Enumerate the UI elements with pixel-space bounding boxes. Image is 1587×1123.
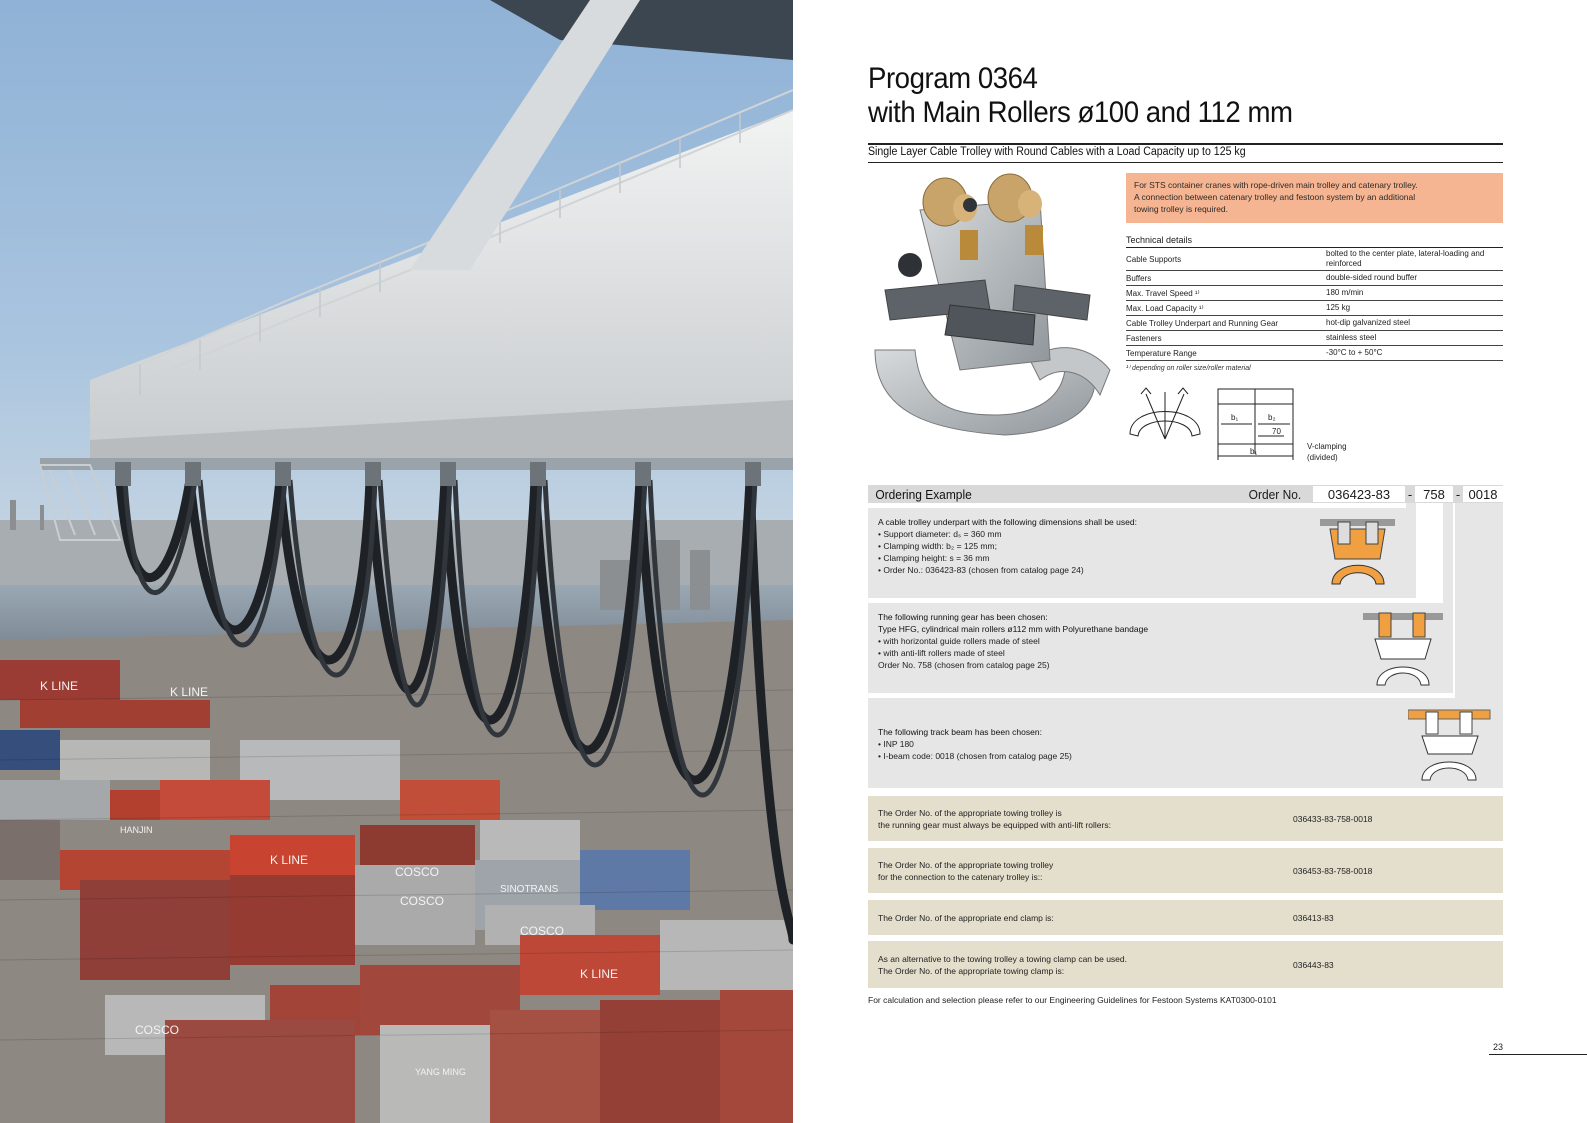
spec-label: Max. Load Capacity ¹⁾ [1126,303,1204,313]
order-segment-underpart: 036423-83 [1313,486,1405,502]
catenary-towing-trolley-row [868,848,1503,893]
list-item: • with horizontal guide rollers made of steel [878,635,1436,647]
spec-label: Temperature Range [1126,348,1197,358]
ordering-example-header [868,485,1503,503]
svg-text:COSCO: COSCO [395,865,440,879]
spec-value: hot-dip galvanized steel [1326,318,1411,327]
connector-underpart [1406,503,1416,598]
technical-details-title: Technical details [1126,235,1503,248]
page-title [868,62,1293,130]
towing-row-text: As an alternative to the towing trolley a towing clamp can be used. [878,953,1128,964]
list-item: • with anti-lift rollers made of steel [878,647,1436,659]
dimension-70-label: 70 [1272,427,1281,436]
svg-text:K LINE: K LINE [40,679,79,693]
towing-row-text: The Order No. of the appropriate towing trolley [878,859,1054,870]
example-track-beam-box [868,698,1503,788]
example-running-gear-type: Type HFG, cylindrical main rollers ø112 mm with Polyurethane bandage [878,624,1149,634]
example-running-gear-order: Order No. 758 (chosen from catalog page 25) [878,660,1050,670]
order-dash: - [1455,486,1461,502]
list-item: • I-beam code: 0018 (chosen from catalog page 25) [878,750,1493,762]
title-line-1: Program 0364 [868,62,1038,95]
ordering-example-label: Ordering Example [875,486,972,502]
list-item: • Clamping height: s = 36 mm [878,552,1396,564]
v-clamping-caption [1307,441,1347,463]
svg-text:SINOTRANS: SINOTRANS [500,884,559,895]
dimension-drawing [1126,384,1306,466]
table-row [1126,346,1503,361]
spec-label: Buffers [1126,273,1152,283]
engineering-guidelines-note: For calculation and selection please refer to our Engineering Guidelines for Festoon Systems KAT0300-0101 [868,995,1277,1005]
table-row [1126,286,1503,301]
svg-text:COSCO: COSCO [135,1023,180,1037]
end-clamp-row [868,900,1503,935]
list-item: • Order No.: 036423-83 (chosen from catalog page 24) [878,564,1396,576]
technical-details-table [1126,235,1503,372]
v-clamping-line-1: V-clamping [1307,442,1347,451]
note-line-1: For STS container cranes with rope-driven main trolley and catenary trolley. [1134,180,1418,190]
list-item: • Support diameter: dₛ = 360 mm [878,528,1396,540]
title-line-2: with Main Rollers ø100 and 112 mm [868,96,1293,129]
example-running-gear-list [878,635,1436,659]
towing-row-text: The Order No. of the appropriate end clamp is: [878,912,1054,923]
dimension-b1-total-label: b₁ [1250,447,1258,456]
underpart-icon [1320,514,1398,592]
example-underpart-box [868,508,1406,598]
towing-row-number: 036433-83-758-0018 [1293,813,1373,824]
svg-text:YANG MING: YANG MING [415,1067,466,1077]
running-gear-icon [1363,609,1445,689]
page-number-rule [1489,1054,1587,1055]
example-underpart-list [878,528,1396,576]
spec-value: 180 m/min [1326,288,1364,297]
spec-value: stainless steel [1326,333,1377,342]
example-running-gear-intro: The following running gear has been chosen: [878,612,1048,622]
catalog-page [793,0,1587,1123]
spec-value: 125 kg [1326,303,1351,312]
connector-track-beam [1455,503,1503,698]
table-row [1126,271,1503,286]
page-number: 23 [1493,1042,1504,1052]
technical-footnote: ¹⁾ depending on roller size/roller material [1126,365,1251,372]
towing-row-text: the running gear must always be equipped with anti-lift rollers: [878,819,1111,830]
towing-row-text: The Order No. of the appropriate towing trolley is [878,807,1062,818]
v-clamping-line-2: (divided) [1307,453,1338,462]
towing-clamp-row [868,941,1503,988]
table-row [1126,301,1503,316]
example-underpart-intro: A cable trolley underpart with the following dimensions shall be used: [878,517,1137,527]
order-segment-track-beam: 0018 [1463,486,1503,502]
spec-value: -30°C to + 50°C [1326,348,1383,357]
table-row [1126,331,1503,346]
example-running-gear-box [868,603,1446,693]
svg-text:HANJIN: HANJIN [120,825,153,835]
spec-label: Max. Travel Speed ¹⁾ [1126,288,1200,298]
svg-text:K LINE: K LINE [580,967,619,981]
cable-trolley-illustration [865,170,1120,445]
track-beam-icon [1408,706,1493,784]
application-note [1126,173,1503,223]
list-item: • Clamping width: b₂ = 125 mm; [878,540,1396,552]
svg-text:K LINE: K LINE [270,853,309,867]
svg-text:COSCO: COSCO [520,924,565,938]
spec-label: Cable Supports [1126,254,1182,264]
table-row [1126,248,1503,271]
spec-label: Cable Trolley Underpart and Running Gear [1126,318,1279,328]
order-number-label: Order No. [1248,486,1302,502]
example-track-beam-list [878,738,1493,762]
list-item: • INP 180 [878,738,1493,750]
note-line-3: towing trolley is required. [1134,204,1229,214]
towing-row-number: 036453-83-758-0018 [1293,865,1373,876]
towing-row-number: 036443-83 [1293,959,1334,970]
note-line-2: A connection between catenary trolley and festoon system by an additional [1134,192,1416,202]
example-track-beam-intro: The following track beam has been chosen: [878,727,1042,737]
table-row [1126,316,1503,331]
title-divider [868,143,1503,145]
subtitle-divider [868,162,1503,163]
towing-row-text: The Order No. of the appropriate towing clamp is: [878,965,1065,976]
order-dash: - [1407,486,1413,502]
spec-label: Fasteners [1126,333,1162,343]
towing-row-text: for the connection to the catenary trolley is:: [878,871,1043,882]
svg-text:COSCO: COSCO [400,894,445,908]
towing-row-number: 036413-83 [1293,912,1334,923]
dimension-b1-label: b₁ [1231,413,1239,422]
spec-value: double-sided round buffer [1326,273,1418,282]
port-crane-photo [0,0,793,1123]
towing-trolley-row [868,796,1503,841]
svg-text:K LINE: K LINE [170,685,209,699]
dimension-b2-label: b₂ [1268,413,1276,422]
page-subtitle: Single Layer Cable Trolley with Round Cables with a Load Capacity up to 125 kg [868,146,1246,158]
order-segment-running-gear: 758 [1415,486,1453,502]
spec-value: bolted to the center plate, lateral-loading and reinforced [1326,249,1485,268]
